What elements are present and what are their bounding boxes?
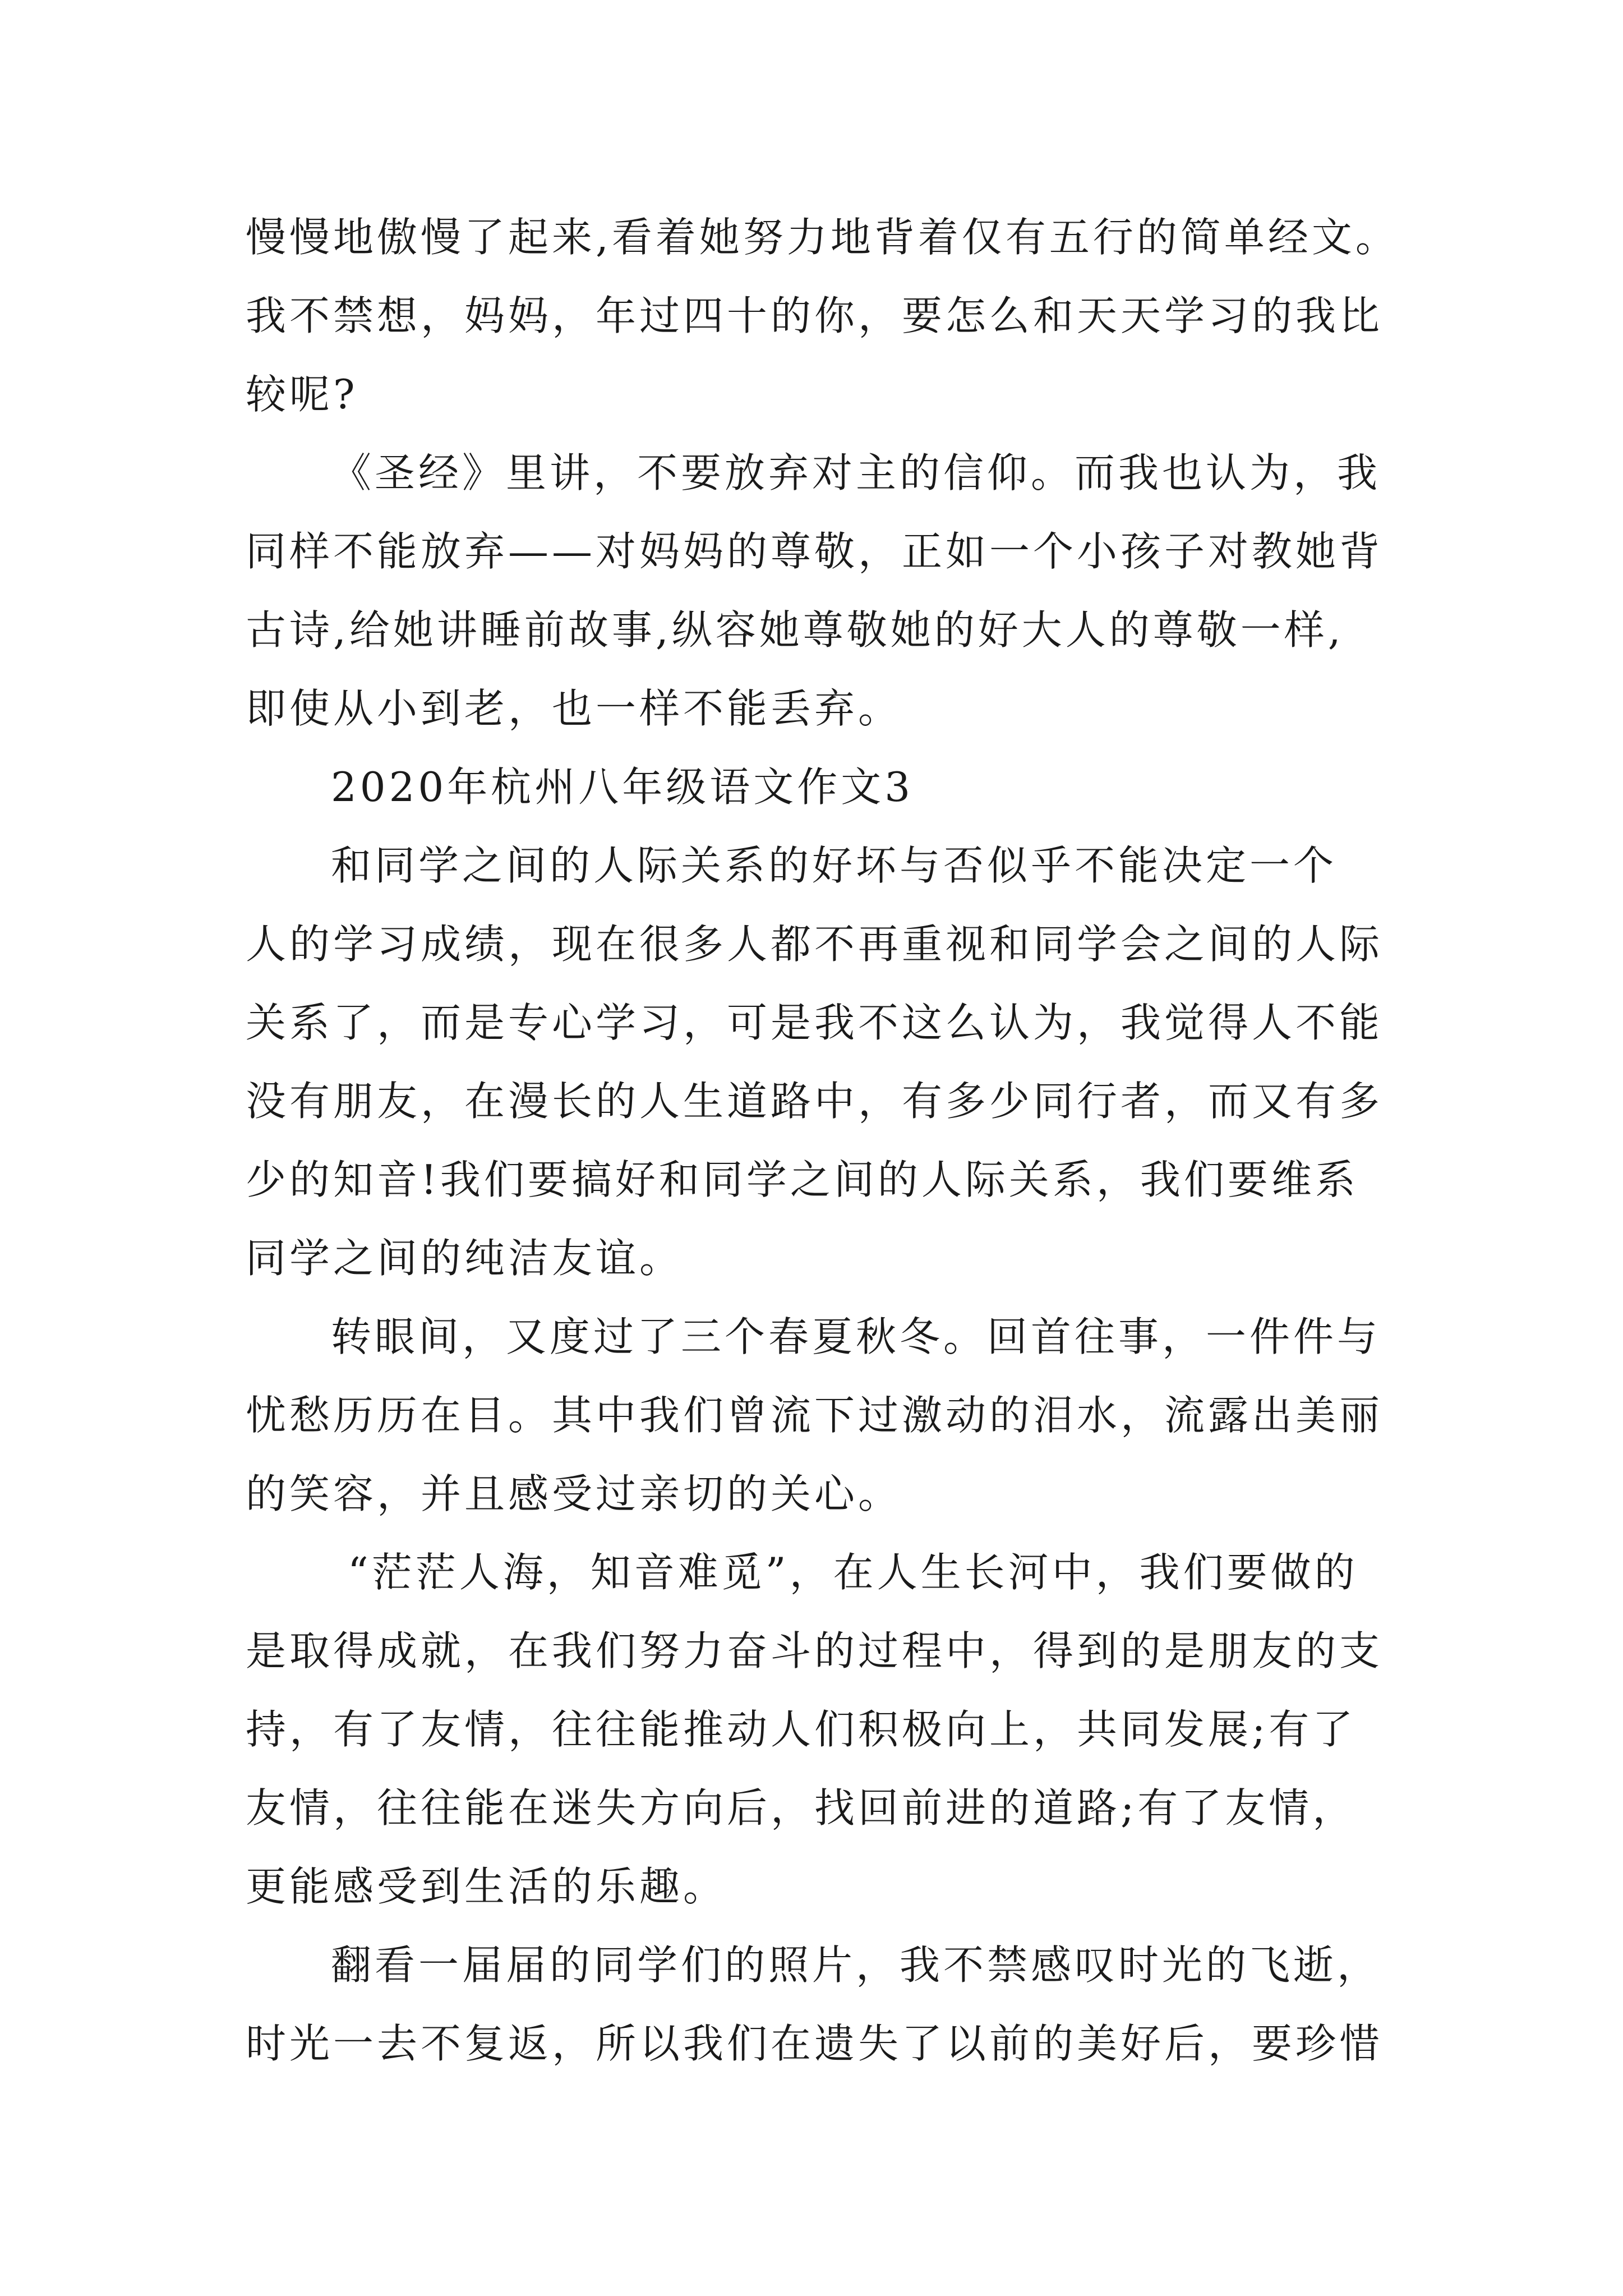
text-line: 是取得成就，在我们努力奋斗的过程中，得到的是朋友的支 — [246, 1627, 1384, 1674]
text-line: 没有朋友，在漫长的人生道路中，有多少同行者，而又有多 — [246, 1078, 1384, 1125]
paragraph-first-line: 和同学之间的人际关系的好坏与否似乎不能决定一个 — [331, 842, 1338, 889]
text-line: 的笑容，并且感受过亲切的关心。 — [246, 1470, 902, 1517]
text-line: 关系了，而是专心学习，可是我不这么认为，我觉得人不能 — [246, 999, 1384, 1046]
text-line: 同学之间的纯洁友谊。 — [246, 1235, 684, 1282]
text-line: 同样不能放弃——对妈妈的尊敬，正如一个小孩子对教她背 — [246, 528, 1384, 575]
paragraph-first-line: “茫茫人海，知音难觅”，在人生长河中，我们要做的 — [348, 1549, 1358, 1596]
paragraph-first-line: 转眼间，又度过了三个春夏秋冬。回首往事，一件件与 — [331, 1313, 1381, 1360]
text-line: 人的学习成绩，现在很多人都不再重视和同学会之间的人际 — [246, 921, 1384, 968]
text-line: 忧愁历历在目。其中我们曾流下过激动的泪水，流露出美丽 — [246, 1392, 1384, 1439]
text-line: 我不禁想，妈妈，年过四十的你，要怎么和天天学习的我比 — [246, 292, 1384, 339]
text-line: 古诗,给她讲睡前故事,纵容她尊敬她的好大人的尊敬一样, — [246, 606, 1344, 654]
section-heading: 2020年杭州八年级语文作文3 — [331, 763, 914, 811]
text-line: 即使从小到老，也一样不能丢弃。 — [246, 685, 902, 732]
text-line: 少的知音!我们要搞好和同学之间的人际关系，我们要维系 — [246, 1156, 1359, 1203]
text-line: 友情，往往能在迷失方向后，找回前进的道路;有了友情， — [246, 1784, 1357, 1832]
text-line: 持，有了友情，往往能推动人们积极向上，共同发展;有了 — [246, 1706, 1357, 1753]
paragraph-first-line: 翻看一届届的同学们的照片，我不禁感叹时光的飞逝， — [331, 1941, 1381, 1989]
text-line: 较呢? — [246, 371, 358, 418]
text-line: 时光一去不复返，所以我们在遗失了以前的美好后，要珍惜 — [246, 2020, 1384, 2067]
paragraph-first-line: 《圣经》里讲，不要放弃对主的信仰。而我也认为，我 — [331, 449, 1381, 496]
text-line: 更能感受到生活的乐趣。 — [246, 1863, 727, 1910]
text-line: 慢慢地傲慢了起来,看着她努力地背着仅有五行的简单经文。 — [246, 214, 1399, 261]
